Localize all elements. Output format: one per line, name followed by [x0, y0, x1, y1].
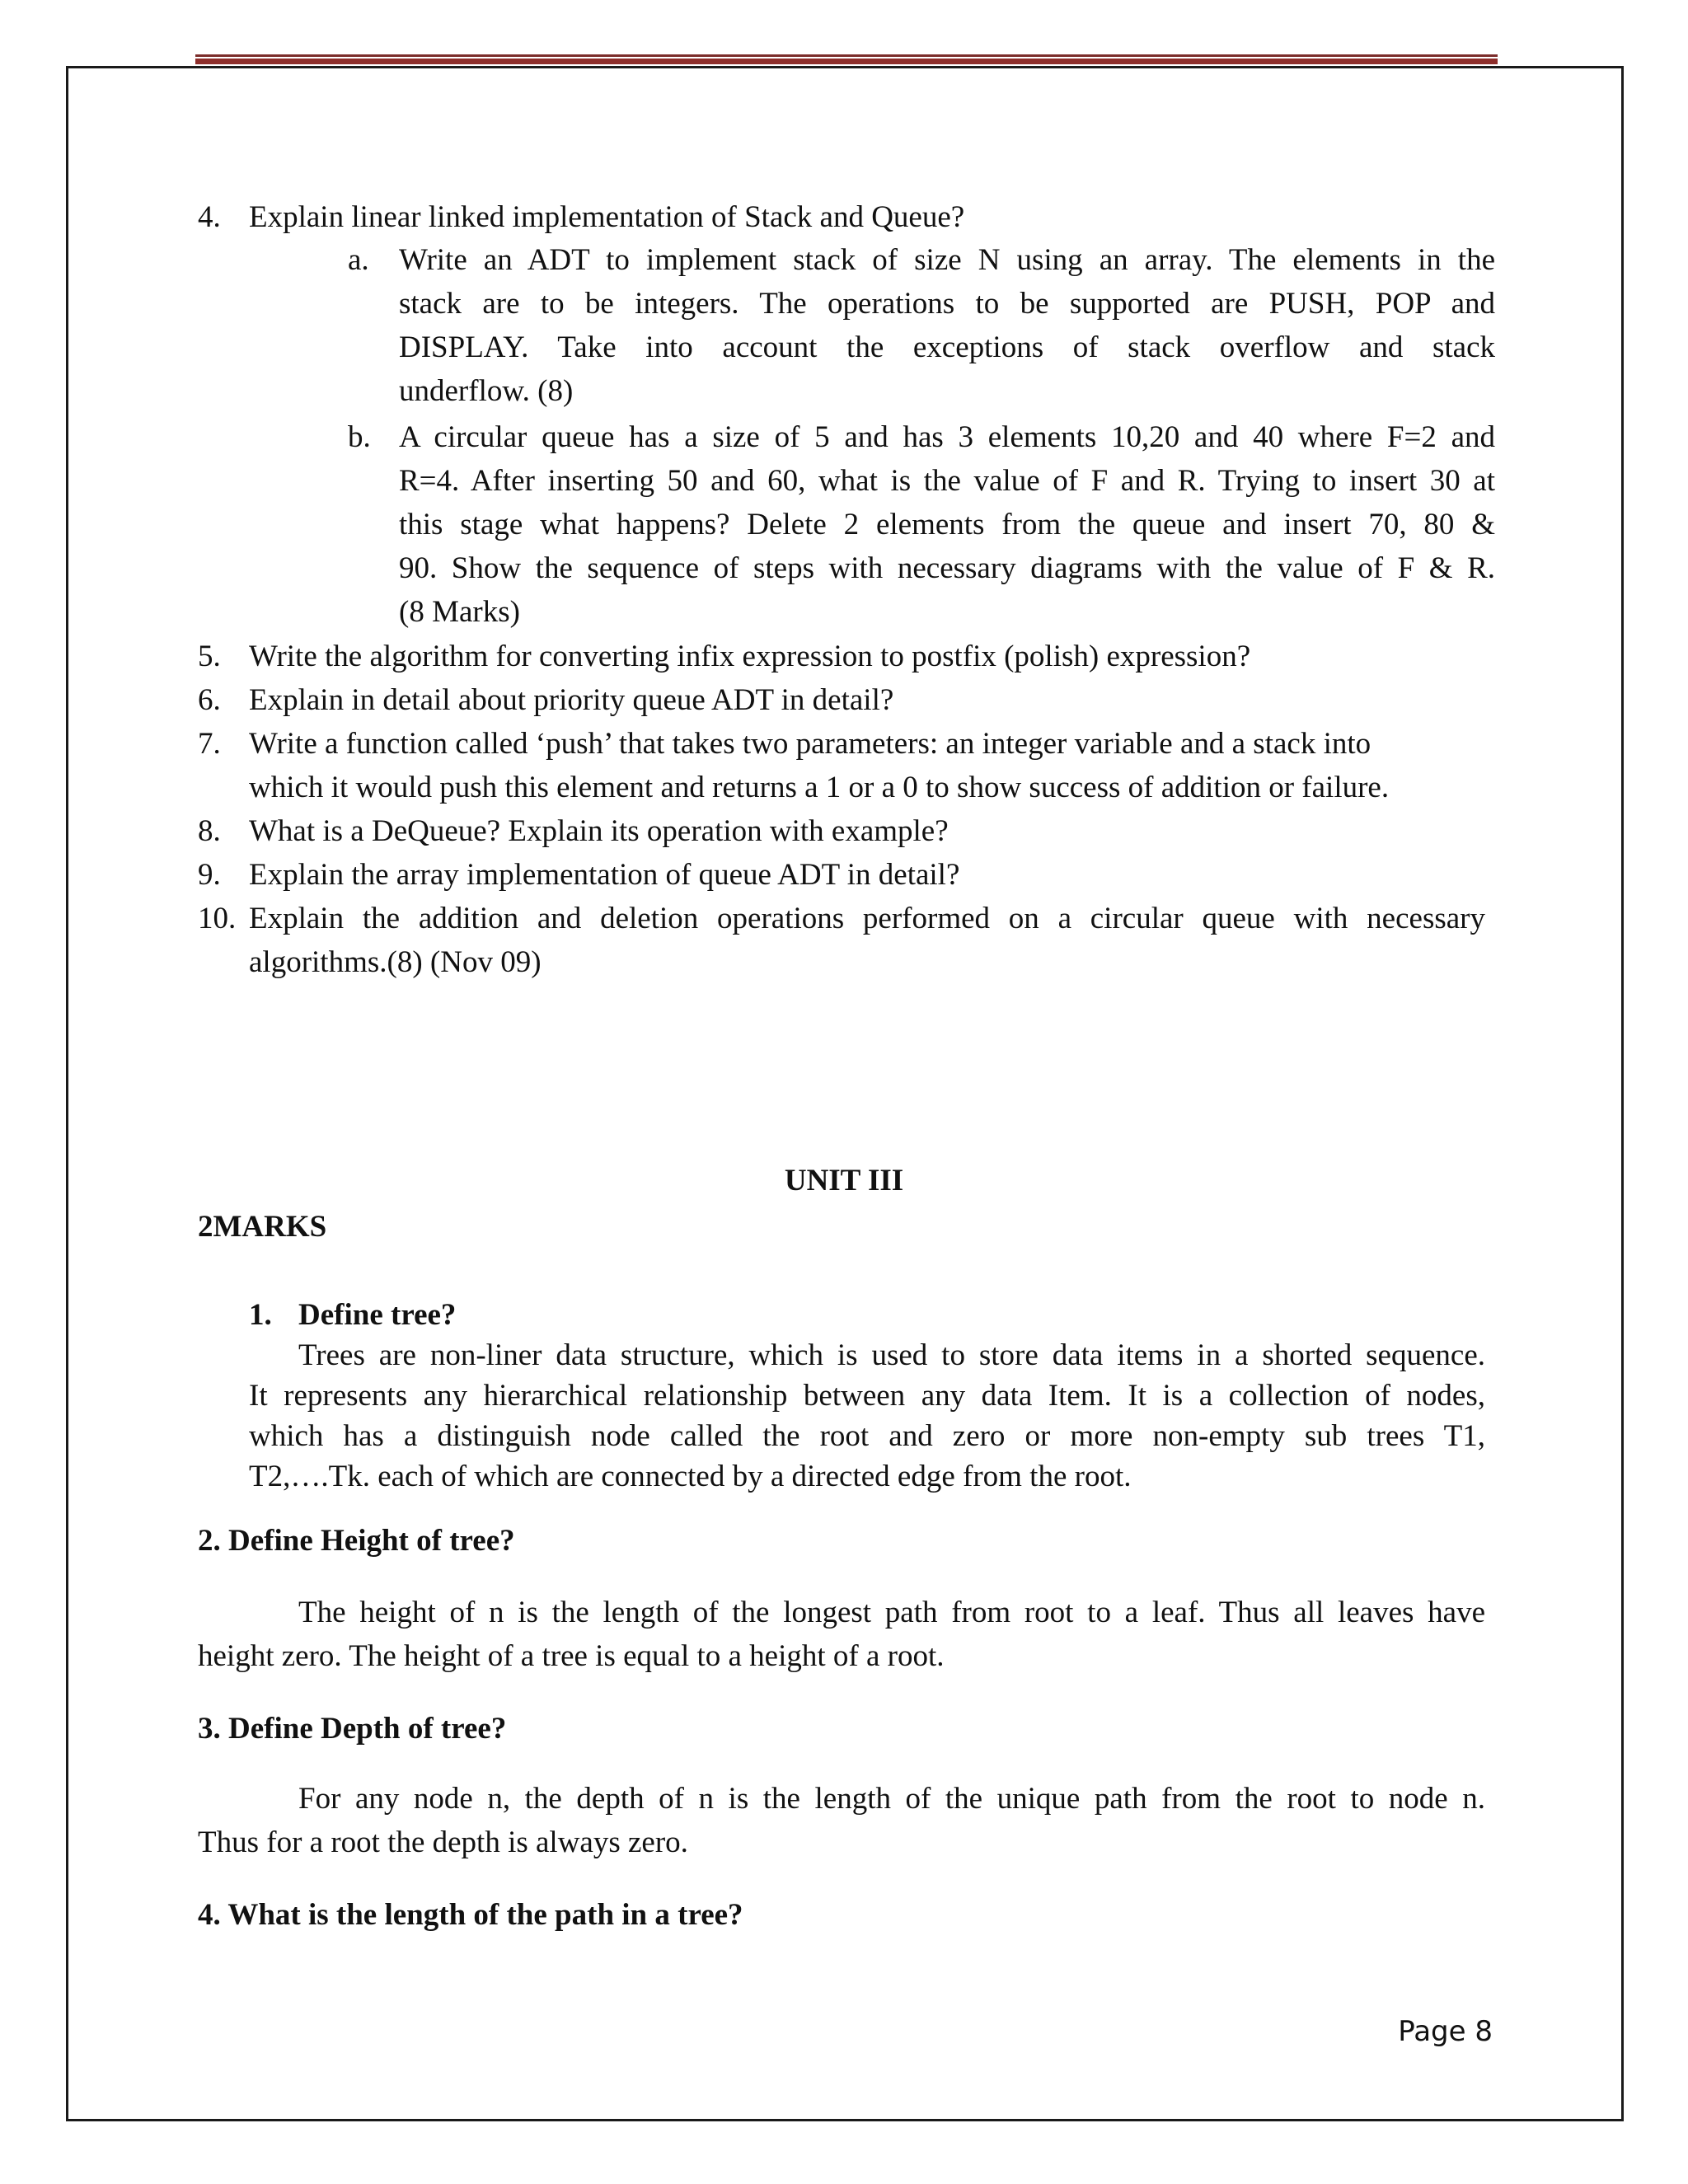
header-rule	[195, 54, 1498, 64]
def2-line-1: The height of n is the length of the longest path from root to a leaf. Thus all leaves have	[298, 1596, 1485, 1629]
q4b-line-4: 90. Show the sequence of steps with necessary diagrams with the value of F & R.	[399, 551, 1495, 585]
def1-heading: Define tree?	[298, 1298, 457, 1332]
q4a-line-3: DISPLAY. Take into account the exceptions of stack overflow and stack	[399, 330, 1495, 364]
q4a-line-2: stack are to be integers. The operations to be supported are PUSH, POP and	[399, 287, 1495, 321]
q7-line-1: Write a function called ‘push’ that takes two parameters: an integer variable and a stack into	[249, 727, 1372, 761]
q4b-line-5: (8 Marks)	[399, 595, 520, 629]
page-number: Page 8	[1398, 2015, 1493, 2048]
q4a-line-4: underflow. (8)	[399, 374, 574, 408]
def4-heading: 4. What is the length of the path in a tree?	[198, 1898, 743, 1932]
marks-heading: 2MARKS	[198, 1210, 327, 1244]
def1-line-2: It represents any hierarchical relationship between any data Item. It is a collection of nodes,	[249, 1379, 1485, 1413]
def1-number: 1.	[249, 1298, 272, 1332]
q10-line-1: Explain the addition and deletion operations performed on a circular queue with necessary	[249, 902, 1485, 935]
def1-line-1: Trees are non-liner data structure, which is used to store data items in a shorted sequence.	[298, 1338, 1485, 1372]
q8-text: What is a DeQueue? Explain its operation with example?	[249, 814, 949, 848]
q5-text: Write the algorithm for converting infix expression to postfix (polish) expression?	[249, 640, 1251, 673]
header-rule-thick	[195, 59, 1498, 64]
def2-line-2: height zero. The height of a tree is equal to a height of a root.	[198, 1639, 945, 1673]
q4b-label: b.	[348, 420, 371, 454]
q4-text: Explain linear linked implementation of Stack and Queue?	[249, 200, 965, 234]
q5-number: 5.	[198, 640, 221, 673]
q10-line-2: algorithms.(8) (Nov 09)	[249, 945, 542, 979]
q7-line-2: which it would push this element and returns a 1 or a 0 to show success of addition or failure.	[249, 771, 1390, 804]
q4-number: 4.	[198, 200, 221, 234]
def2-heading: 2. Define Height of tree?	[198, 1524, 515, 1558]
q4b-line-2: R=4. After inserting 50 and 60, what is the value of F and R. Trying to insert 30 at	[399, 464, 1495, 498]
def3-line-2: Thus for a root the depth is always zero.	[198, 1825, 688, 1859]
def1-line-4: T2,….Tk. each of which are connected by a directed edge from the root.	[249, 1460, 1132, 1493]
q9-number: 9.	[198, 858, 221, 892]
q8-number: 8.	[198, 814, 221, 848]
q4b-line-1: A circular queue has a size of 5 and has 3 elements 10,20 and 40 where F=2 and	[399, 420, 1495, 454]
q4b-line-3: this stage what happens? Delete 2 elements from the queue and insert 70, 80 &	[399, 508, 1495, 541]
unit-title: UNIT III	[784, 1164, 904, 1197]
def3-heading: 3. Define Depth of tree?	[198, 1712, 507, 1746]
q10-number: 10.	[198, 902, 237, 935]
def3-line-1: For any node n, the depth of n is the length of the unique path from the root to node n.	[298, 1782, 1485, 1816]
q9-text: Explain the array implementation of queue ADT in detail?	[249, 858, 960, 892]
q4a-label: a.	[348, 243, 369, 277]
q4a-line-1: Write an ADT to implement stack of size N using an array. The elements in the	[399, 243, 1495, 277]
q6-number: 6.	[198, 683, 221, 717]
q6-text: Explain in detail about priority queue ADT in detail?	[249, 683, 894, 717]
header-rule-thin	[195, 54, 1498, 57]
def1-line-3: which has a distinguish node called the root and zero or more non-empty sub trees T1,	[249, 1419, 1485, 1453]
q7-number: 7.	[198, 727, 221, 761]
